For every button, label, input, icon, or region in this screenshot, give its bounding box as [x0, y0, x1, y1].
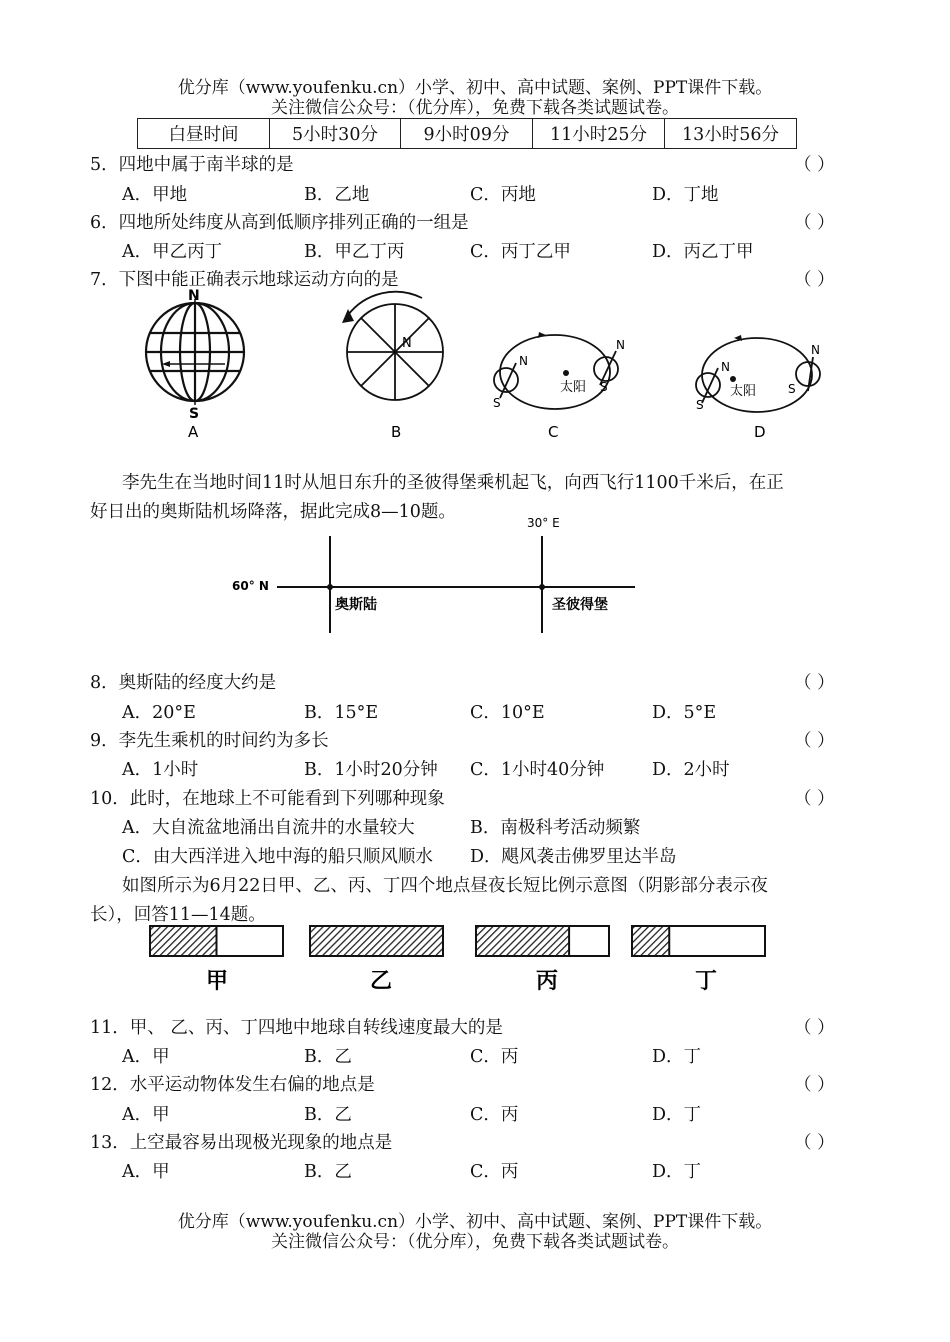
q10-option-d: D．飓风袭击佛罗里达半岛: [470, 847, 677, 867]
figure-d-north-2: N: [811, 343, 820, 357]
answer-blank-11[interactable]: （ ）: [794, 1018, 835, 1038]
q11-option-c: C．丙: [470, 1047, 519, 1067]
q13-option-b: B．乙: [304, 1162, 352, 1182]
table-cell: 白昼时间: [138, 119, 270, 149]
question-6: 6．四地所处纬度从高到低顺序排列正确的一组是: [90, 213, 469, 233]
figure-a-south: S: [189, 406, 200, 422]
day-night-bars: [140, 918, 780, 998]
q9-option-a: A．1小时: [122, 760, 199, 780]
q8-option-a: A．20°E: [122, 703, 196, 723]
table-cell: 5小时30分: [270, 119, 401, 149]
q12-option-a: A．甲: [122, 1105, 170, 1125]
answer-blank-7[interactable]: （ ）: [794, 270, 835, 290]
q10-option-a: A．大自流盆地涌出自流井的水量较大: [122, 818, 415, 838]
flight-map: [225, 508, 645, 638]
bar-bing-night: [476, 926, 569, 956]
q13-option-c: C．丙: [470, 1162, 519, 1182]
context-paragraph-1-line-1: 李先生在当地时间11时从旭日东升的圣彼得堡乘机起飞，向西飞行1100千米后，在正: [122, 473, 784, 493]
q9-option-b: B．1小时20分钟: [304, 760, 438, 780]
lat-label: 60° N: [232, 579, 269, 593]
figure-c-south-2: S: [600, 380, 608, 394]
q5-option-c: C．丙地: [470, 185, 536, 205]
daylight-table: [137, 118, 797, 149]
header-line-2: 关注微信公众号：（优分库），免费下载各类试题试卷。: [271, 98, 679, 118]
q6-option-d: D．丙乙丁甲: [652, 242, 754, 262]
bar-jia-night: [150, 926, 217, 956]
bar-label-ding: 丁: [695, 969, 718, 994]
figure-c-label: C: [548, 423, 559, 441]
q9-option-d: D．2小时: [652, 760, 730, 780]
lon-label: 30° E: [527, 516, 560, 530]
context-paragraph-1-line-2: 好日出的奥斯陆机场降落，据此完成8—10题。: [90, 502, 456, 522]
question-8: 8．奥斯陆的经度大约是: [90, 673, 277, 693]
q10-option-b: B．南极科考活动频繁: [470, 818, 641, 838]
q6-option-b: B．甲乙丁丙: [304, 242, 405, 262]
q5-option-a: A．甲地: [122, 185, 188, 205]
figure-c-north-1: N: [519, 354, 528, 368]
city-oslo: 奥斯陆: [335, 597, 377, 613]
oslo-point: [327, 584, 333, 590]
q11-option-a: A．甲: [122, 1047, 170, 1067]
q11-option-b: B．乙: [304, 1047, 352, 1067]
figure-d-orbit: [696, 338, 820, 412]
sun-icon: [563, 370, 569, 376]
table-cell: 11小时25分: [533, 119, 665, 149]
figure-a-globe: [146, 299, 244, 405]
question-10: 10．此时，在地球上不可能看到下列哪种现象: [90, 789, 445, 809]
answer-blank-5[interactable]: （ ）: [794, 155, 835, 175]
question-5: 5．四地中属于南半球的是: [90, 155, 294, 175]
question-13: 13．上空最容易出现极光现象的地点是: [90, 1133, 393, 1153]
sun-icon: [730, 376, 736, 382]
answer-blank-13[interactable]: （ ）: [794, 1133, 835, 1153]
q6-option-c: C．丙丁乙甲: [470, 242, 571, 262]
q13-option-a: A．甲: [122, 1162, 170, 1182]
figure-c-south-1: S: [493, 396, 501, 410]
answer-blank-12[interactable]: （ ）: [794, 1075, 835, 1095]
bar-yi-night: [310, 926, 443, 956]
q12-option-c: C．丙: [470, 1105, 519, 1125]
figure-c-orbit: [494, 335, 618, 409]
figure-a-label: A: [188, 423, 199, 441]
q10-option-c: C．由大西洋进入地中海的船只顺风顺水: [122, 847, 433, 867]
figure-b-north: N: [402, 336, 412, 351]
q6-option-a: A．甲乙丙丁: [122, 242, 223, 262]
question-9: 9．李先生乘机的时间约为多长: [90, 731, 329, 751]
earth-motion-figure: [130, 285, 850, 445]
table-cell: 9小时09分: [401, 119, 533, 149]
bar-label-jia: 甲: [206, 969, 229, 994]
q9-option-c: C．1小时40分钟: [470, 760, 605, 780]
table-cell: 13小时56分: [665, 119, 797, 149]
figure-d-south-2: S: [788, 382, 796, 396]
table-row: [138, 119, 797, 149]
city-st-petersburg: 圣彼得堡: [552, 597, 608, 613]
q8-option-c: C．10°E: [470, 703, 545, 723]
question-12: 12．水平运动物体发生右偏的地点是: [90, 1075, 375, 1095]
q5-option-b: B．乙地: [304, 185, 370, 205]
bar-label-yi: 乙: [370, 969, 393, 994]
figure-c-sun: 太阳: [560, 380, 587, 395]
figure-b-polar: [347, 292, 443, 400]
answer-blank-10[interactable]: （ ）: [794, 789, 835, 809]
footer-line-2: 关注微信公众号：（优分库），免费下载各类试题试卷。: [271, 1232, 679, 1252]
figure-d-north-1: N: [721, 360, 730, 374]
q12-option-d: D．丁: [652, 1105, 702, 1125]
question-11: 11．甲、 乙、丙、丁四地中地球自转线速度最大的是: [90, 1018, 503, 1038]
arrow-icon: [538, 332, 546, 338]
q11-option-d: D．丁: [652, 1047, 702, 1067]
question-7: 7．下图中能正确表示地球运动方向的是: [90, 270, 399, 290]
figure-d-sun: 太阳: [730, 384, 757, 399]
bar-ding-night: [632, 926, 669, 956]
figure-b-label: B: [391, 423, 402, 441]
footer-line-1: 优分库（www.youfenku.cn）小学、初中、高中试题、案例、PPT课件下载。: [177, 1212, 773, 1232]
answer-blank-6[interactable]: （ ）: [794, 213, 835, 233]
context-paragraph-2-line-2: 长），回答11—14题。: [90, 905, 266, 925]
q13-option-d: D．丁: [652, 1162, 702, 1182]
q8-option-d: D．5°E: [652, 703, 717, 723]
answer-blank-8[interactable]: （ ）: [794, 673, 835, 693]
q12-option-b: B．乙: [304, 1105, 352, 1125]
figure-a-north: N: [188, 288, 200, 304]
q8-option-b: B．15°E: [304, 703, 379, 723]
st-petersburg-point: [539, 584, 545, 590]
figure-d-label: D: [754, 423, 766, 441]
answer-blank-9[interactable]: （ ）: [794, 731, 835, 751]
bar-label-bing: 丙: [536, 969, 559, 994]
context-paragraph-2-line-1: 如图所示为6月22日甲、乙、丙、丁四个地点昼夜长短比例示意图（阴影部分表示夜: [122, 876, 768, 896]
figure-c-north-2: N: [616, 338, 625, 352]
figure-d-south-1: S: [696, 398, 704, 412]
q5-option-d: D．丁地: [652, 185, 719, 205]
header-line-1: 优分库（www.youfenku.cn）小学、初中、高中试题、案例、PPT课件下载。: [177, 78, 773, 98]
